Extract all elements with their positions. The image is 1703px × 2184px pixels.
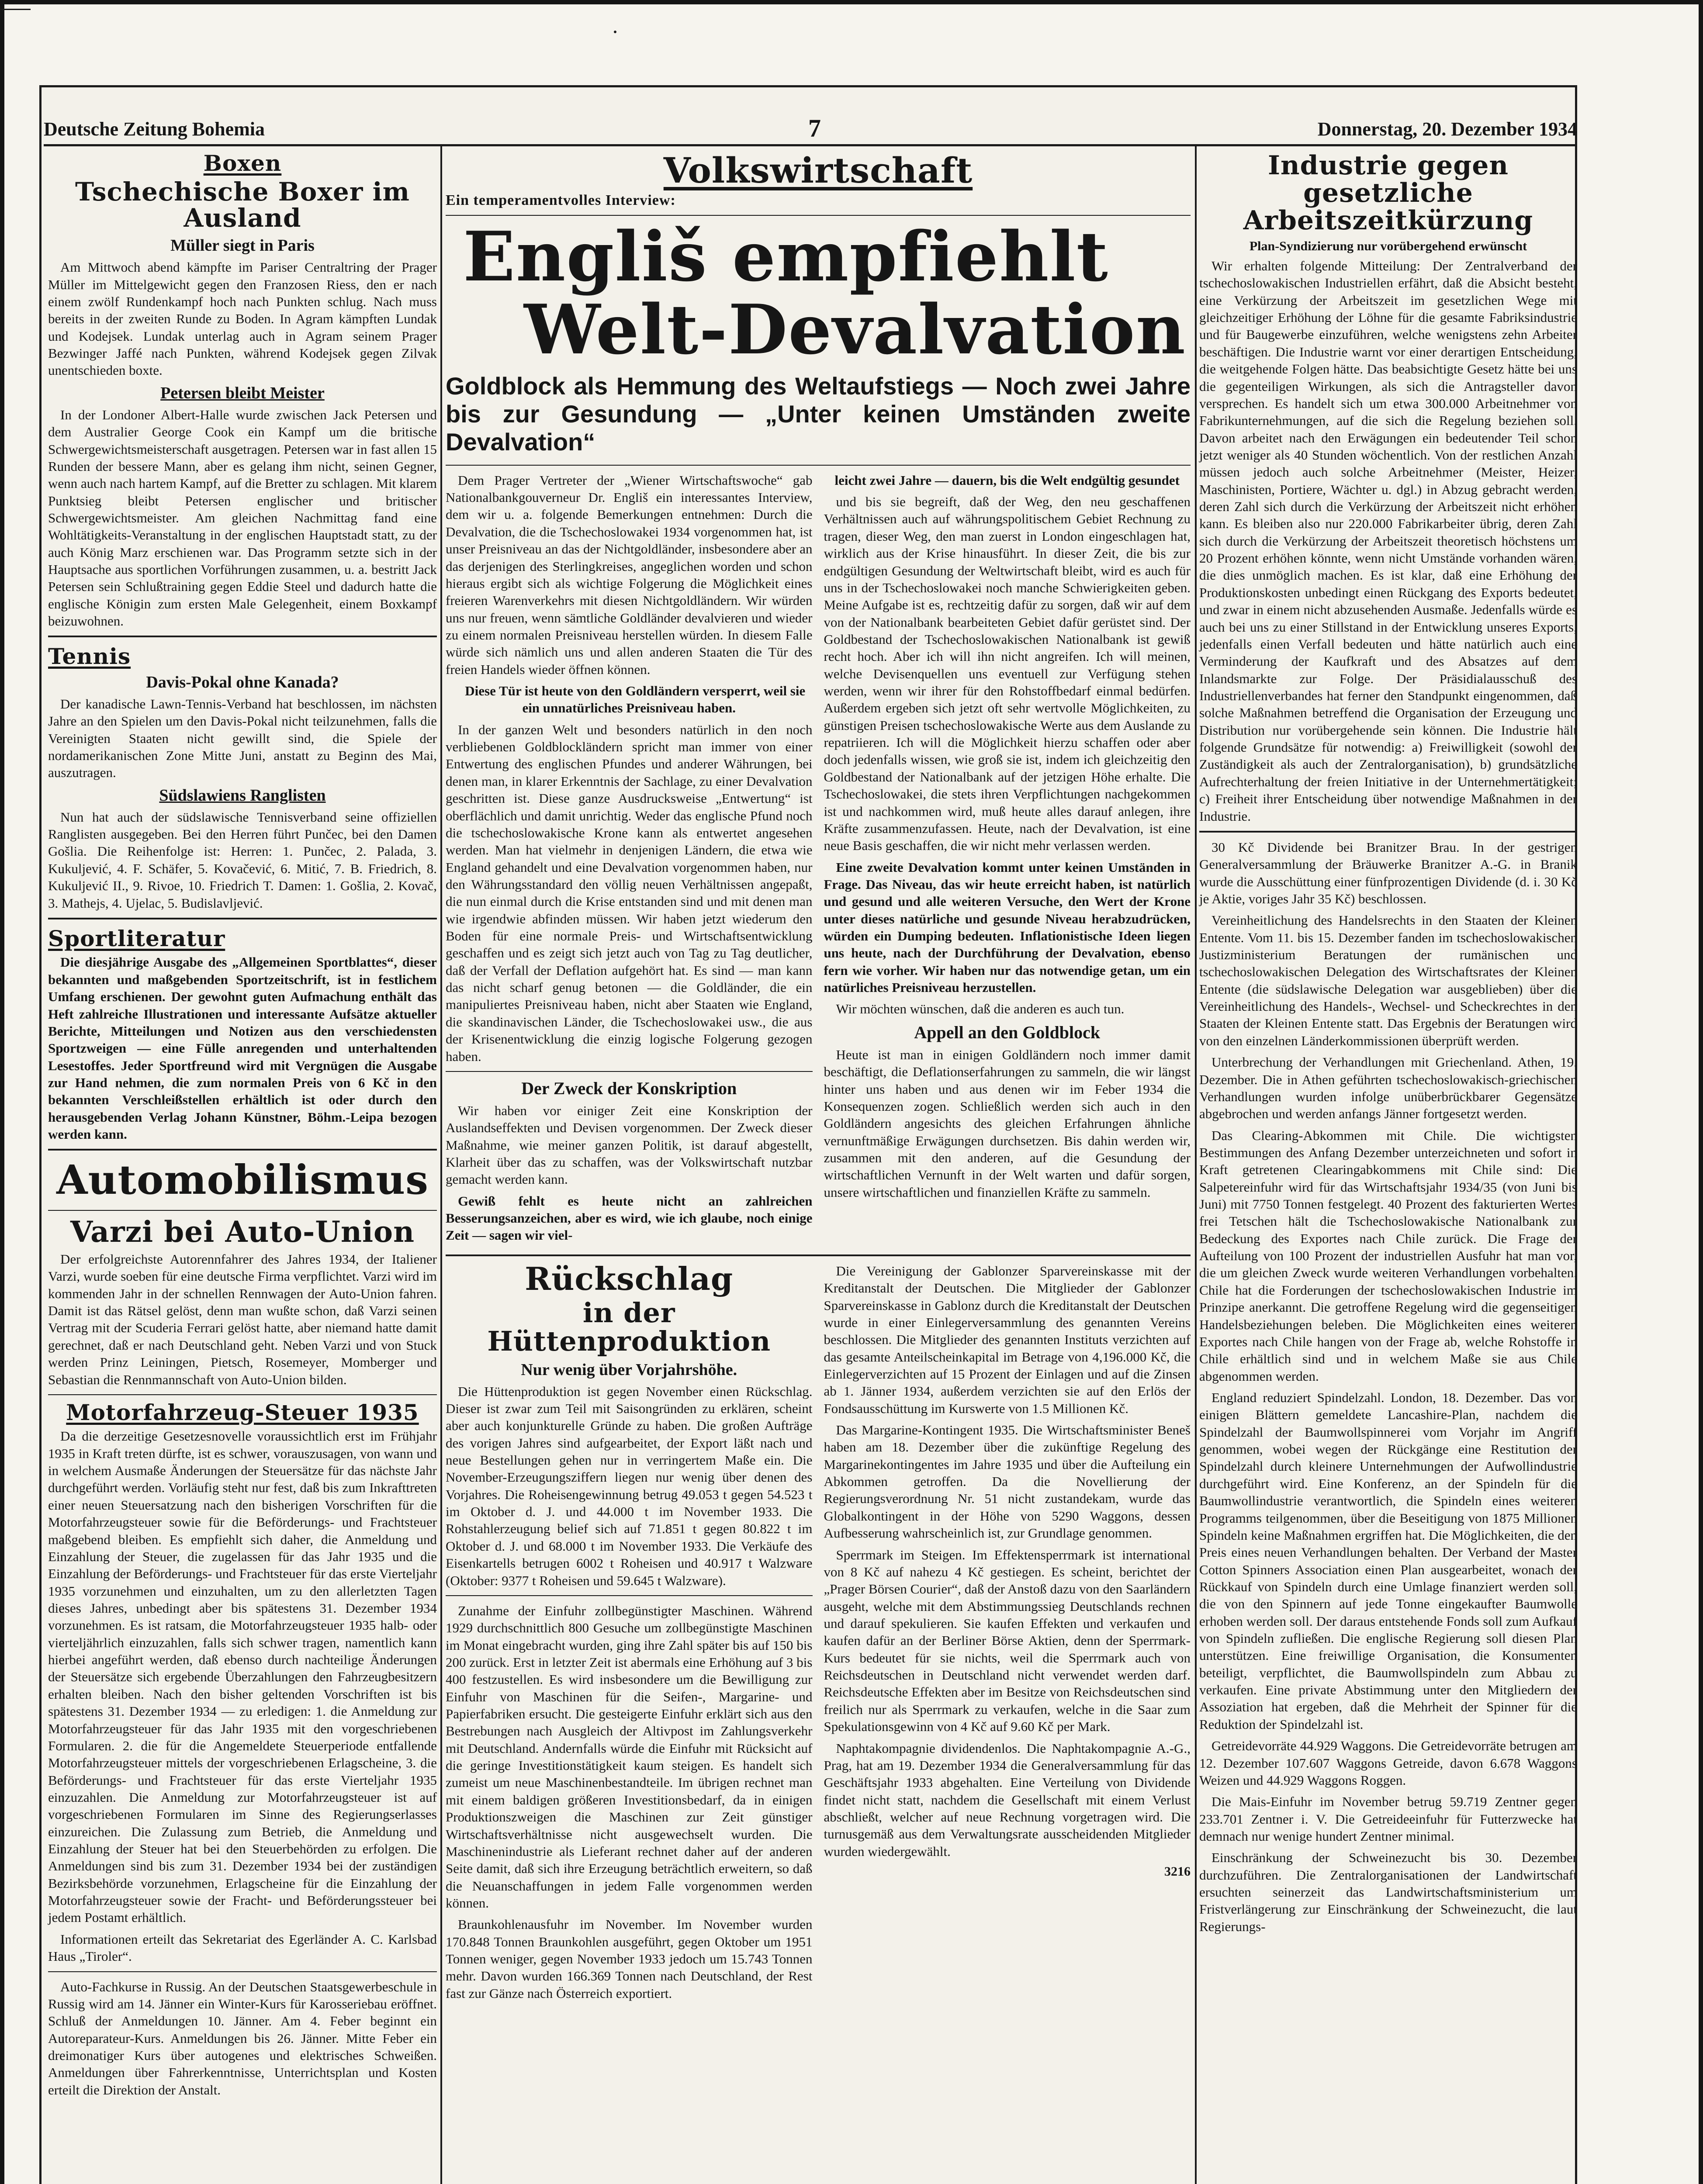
literatur-section-title: Sportliteratur	[48, 925, 225, 951]
rueck-headline-1: Rückschlag	[525, 1260, 734, 1297]
separator	[446, 215, 1191, 216]
lower-subcolumn-left	[446, 1262, 813, 2006]
rueck-subheadline: Nur wenig über Vorjahrshöhe.	[521, 1360, 737, 1379]
article-subcolumn-left	[446, 472, 813, 1248]
news-chile: Das Clearing-Abkommen mit Chile. Die wichtigsten Bestimmungen des Anfang Dezember unterzeichneten und sofort in Kraft getretenen Clearingabkommens mit Chile sind: Die Salpetereinfuhr wird für das Wirtschaftsjahr 1934/35 (von Juni bis Juni) mit 7750 Tonnen festgelegt. 40 Prozent des fakturierten Wertes frei Tetschen hält die Tschechoslowakische Nationalbank zur Bedeckung des Exportes nach Chile zurück. Die Frage der Aufteilung von 100 Prozent der industriellen Ausfuhr hat man vor, die um gleichen Zweck wurde weiteren Verhandlungen vorbehalten. Chile hat die Forderungen der tschechoslowakischen Industrie im Prinzipe anerkannt. Die getroffene Regelung wird die gegenseitigen Handelsbeziehungen beleben. Die Möglichkeiten eines weiteren Exportes nach Chile hangen von der Frage ab, welche Rohstoffe in Chile erhältlich sind und in welchem Maße sie aus Chile abgenommen werden.	[1199, 1127, 1577, 1384]
varzi-headline: Varzi bei Auto-Union	[70, 1214, 415, 1249]
section-volkswirtschaft	[446, 152, 1191, 466]
steuer-headline: Motorfahrzeug-Steuer 1935	[66, 1399, 419, 1425]
braunkohle-text: Braunkohlenausfuhr im November. Im November wurden 170.848 Tonnen Braunkohlen ausgeführt, gegen Oktober um 1951 Tonnen weniger, gegen November 1933 jedoch um 15.743 Tonnen mehr. Davon wurden 166.369 Tonnen nach Deutschland, der Rest fast zur Gänze nach Österreich exportiert.	[446, 1917, 813, 2001]
news-branitzer: 30 Kč Dividende bei Branitzer Brau. In der gestrigen Generalversammlung der Bräuwerke Branitzer A.-G. in Branik wurde die Ausschüttung einer fünfprozentigen Dividende (d. i. 30 Kč je Aktie, voriges Jahr 35 Kč) beschlossen.	[1199, 839, 1577, 906]
article-subcolumn-right	[824, 472, 1191, 1248]
appell-headline: Appell an den Goldblock	[914, 1022, 1101, 1042]
zweck-bold: Gewiß fehlt es heute nicht an zahlreichen Besserungsanzeichen, aber es wird, wie ich glaube, noch einige Zeit — sagen wir viel-	[446, 1193, 813, 1243]
separator	[48, 1149, 437, 1151]
separator	[1199, 831, 1577, 833]
article-text-b: In der ganzen Welt und besonders natürlich in den noch verbliebenen Goldblockländern spricht man immer von einer Entwertung des englischen Pfundes und anderer Währungen, bei denen man, in klarer Erkenntnis der Sachlage, zu einer Devalvation geschritten ist. Diese ganze Ausdrucksweise „Entwertung“ ist oberflächlich und damit unrichtig. Weder das englische Pfund noch die tschechoslowakische Krone kann als entwertet angesehen werden. Man hat vielmehr in denjenigen Ländern, die etwa wie England gehandelt und eine Devalvation vorgenommen haben, nur den Währungsstandard den völlig neuen Verhältnissen angepaßt, die nun einmal durch die Krise entstanden sind und mit denen man wie irgendwie abfinden müssen. Wir haben jetzt wiederum den Boden für eine normale Preis- und Wirtschaftsentwicklung geschaffen und es zeigt sich jetzt auch von Tag zu Tag deutlicher, daß der Verfall der Deflation aufgehört hat. Es sind — man kann das nicht scharf genug betonen — die Goldländer, die ein manipuliertes Preisniveau haben, nicht aber Staaten wie England, die skandinavischen Länder, die Tschechoslowakei usw., die aus der Krisenentwicklung die einzig logische Folgerung gezogen haben.	[446, 722, 813, 1064]
column-sports	[48, 144, 437, 2184]
print-code: 3216	[1164, 1864, 1191, 1879]
article-deck: Goldblock als Hemmung des Weltaufstiegs — Noch zwei Jahre bis zur Gesundung — „Unter keinen Umständen zweite Devalvation“	[446, 372, 1191, 456]
date-line: Donnerstag, 20. Dezember 1934	[1317, 118, 1577, 140]
masthead	[44, 114, 1577, 146]
petersen-text: In der Londoner Albert-Halle wurde zwischen Jack Petersen und dem Australier George Cook ein Kampf um die britische Schwergewichtsmeisterschaft ausgetragen. Petersen war in fast allen 15 Runden der bessere Mann, aber es gelang ihm nicht, seinen Gegner, wenn auch nach hartem Kampf, auf die Bretter zu schlagen. Mit klarem Punktsieg bleibt Petersen englischer und britischer Schwergewichtsmeister. Am gleichen Nachmittag fand eine Wohltätigkeits-Veranstaltung in der englischen Hauptstadt statt, zu der auch König Marz erschienen war. Das Programm setzte sich in der Hauptsache aus sportlichen Vorführungen zusammen, u. a. bestritt Jack Petersen sein Schlußtraining gegen Eddie Steel und dadurch hatte die englische Königin zum ersten Male Gelegenheit, einem Boxkampf beizuwohnen.	[48, 407, 437, 629]
separator	[48, 636, 437, 637]
zunahme-text: Zunahme der Einfuhr zollbegünstigter Maschinen. Während 1929 durchschnittlich 800 Gesuche um zollbegünstigte Maschinen im Monat eingebracht wurden, ging ihre Zahl später bis auf 150 bis 200 zurück. Erst in letzter Zeit ist abermals eine Erhöhung auf 3 bis 400 festzustellen. Es wird insbesondere um die Bewilligung zur Einfuhr von Maschinen für die Seifen-, Margarine- und Papierfabriken ersucht. Die gesteigerte Einfuhr erklärt sich aus den Bestrebungen nach Ausgleich der Altivpost im Zahlungsverkehr mit Deutschland. Andernfalls würde die Einfuhr mit Rücksicht auf die geringe Investitionstätigkeit kaum steigen. Es handelt sich zumeist um neue Maschinenbestandteile. Im übrigen rechnet man mit einem baldigen größeren Investitionsbedarf, da in einigen Produktionszweigen die Maschinen zur Zeit günstiger Wirtschaftsverhältnisse nicht ausgewechselt wurden. Die Maschinenindustrie als Lieferant rechnet daher auf der anderen Seite damit, daß sich ihre Erzeugung beträchtlich erweitern, so daß die Neuanschaffungen in jedem Falle vorgenommen werden können.	[446, 1603, 813, 1911]
interview-kicker: Ein temperamentvolles Interview:	[446, 192, 676, 208]
boxing-section-title: Boxen	[203, 150, 282, 176]
zweck-text: Wir haben vor einiger Zeit eine Konskription der Auslandseffekten und Devisen vorgenommen. Der Zweck dieser Maßnahme, wie meiner ganzen Politik, ist darauf abgestellt, Klarheit über das zu schaffen, was der Volkswirtschaft nutzbar gemacht werden kann.	[446, 1102, 813, 1187]
davis-headline: Davis-Pokal ohne Kanada?	[146, 673, 339, 691]
section-automobil	[48, 1158, 437, 2098]
section-tennis	[48, 645, 437, 911]
petersen-headline: Petersen bleibt Meister	[160, 384, 325, 402]
literatur-text: Die diesjährige Ausgabe des „Allgemeinen Sportblattes“, dieser bekannten und maßgebenden Sportzeitschrift, ist in festlichem Umfang erschienen. Der gewohnt guten Aufmachung enthält das Heft zahlreiche Illustrationen und interessante Aufsätze aktueller Berichte, Mitteilungen und Notizen aus den verschiedensten Sportzweigen — eine Fülle anregenden und unterhaltenden Lesestoffes. Jeder Sportfreund wird mit Vergnügen die Ausgabe zur Hand nehmen, die zum normalen Preis von 6 Kč in den bekannten Verschleißstellen erhältlich ist oder durch den herausgebenden Verlag Johann Künstner, Böhm.-Leipa bezogen werden kann.	[48, 954, 437, 1142]
suedslawien-text: Nun hat auch der südslawische Tennisverband seine offiziellen Ranglisten ausgegeben. Bei den Herren führt Punčec, bei den Damen Gošlia. Die Reihenfolge ist: Herren: 1. Punčec, 2. Palada, 3. Kukuljević, 4. F. Schäfer, 5. Kovačević, 6. Mitić, 7. B. Friedrich, 8. Kukuljević II., 9. Rivoe, 10. Friedrich T. Damen: 1. Gošlia, 2. Kovač, 3. Mathejs, 4. Ujelac, 5. Budislavljević.	[48, 809, 437, 911]
separator	[48, 1210, 437, 1211]
volkswirtschaft-title: Volkswirtschaft	[663, 150, 973, 191]
section-industrie	[1199, 152, 1577, 825]
industrie-text: Wir erhalten folgende Mitteilung: Der Zentralverband der tschechoslowakischen Industriellen erfährt, daß die Absicht besteht, eine Verkürzung der Arbeitszeit im gesetzlichen Wege mit gleichzeitiger Erhöhung der Löhne für die gesamte Fabriksindustrie und für Baugewerbe einzuführen, welche wenigstens zehn Arbeiter beschäftigen. Die Industrie warnt vor einer derartigen Entscheidung, die weitgehende Folgen hätte. Das beabsichtigte Gesetz hätte bei uns die gegenteiligen Wirkungen, als sich die Antragsteller davon versprechen. Es handelt sich um etwa 300.000 Arbeitnehmer von Fabrikunternehmungen, auf die sich die Regelung beziehen soll. Davon arbeitet nach den Erwägungen ein bedeutender Teil schon jetzt weniger als 40 Stunden wöchentlich. Von der restlichen Anzahl müssen jedoch auch solche Arbeitnehmer (Meister, Heizer, Maschinisten, Portiere, Wächter u. dgl.) in Abzug gebracht werden, deren Zahl sich durch die Verkürzung der Arbeitszeit nicht erhöhen kann. Es bleiben also nur 220.000 Fabrikarbeiter übrig, deren Zahl sich durch die Verkürzung der Arbeitszeit theoretisch höchstens um 20 Prozent erhöhen könnte, wenn nicht Umstände vorhanden wären, die dies unmöglich machen. Es ist klar, daß eine Erhöhung der Produktionskosten unbedingt einen Rückgang des Exports bedeutet, und zwar in einem nicht abzusehenden Ausmaße. Jedenfalls würde es auch bei uns zu einer Stillstand in der Entwicklung unseres Exports, jedenfalls einen Verfall bedeuten und hätte natürlich auch eine Verminderung der Kaufkraft und des Absatzes auf dem Inlandsmarkte zur Folge. Der Präsidialausschuß des Industriellenverbandes hat ferner den Standpunkt eingenommen, daß solche Maßnahmen betreffend die Organisation der Erzeugung und Distribution nur vorübergehende sein können. Die Industrie hält folgende Grundsätze für notwendig: a) Freiwilligkeit (sowohl der Zuständigkeit als auch der Zentralorganisation), b) grundsätzliche Aufrechterhaltung der freien Initiative in der Unternehmertätigkeit; c) Freiheit ihrer Entscheidung über notwendige Maßnahmen in der Industrie.	[1199, 258, 1577, 824]
steuer-information: Informationen erteilt das Sekretariat des Egerländer A. C. Karlsbad Haus „Tiroler“.	[48, 1931, 437, 1964]
industrie-headline: Industrie gegen gesetzliche Arbeitszeitkürzung	[1243, 150, 1533, 236]
scan-mark	[0, 9, 31, 10]
column-industrie	[1199, 144, 1577, 2184]
scan-dot	[614, 31, 616, 33]
gablonz-text: Die Vereinigung der Gablonzer Sparvereinskasse mit der Kreditanstalt der Deutschen. Die Mitglieder der Gablonzer Sparvereinskasse in Gablonz durch die Kreditanstalt der Deutschen wurde in einer Einlegerversammlung des genannten Vereins beschlossen. Die Mitglieder des genannten Instituts verzichten auf das gesamte Anteilscheinkapital im Betrage von 4,196.000 Kč, die Einlegerverzichten auf 15 Prozent der Einlagen und auf die Zinsen ab 1. Jänner 1934, außerdem verzichten sie auf den Erlös der Fondsausschüttung im Kurswerte von 1.5 Millionen Kč.	[824, 1263, 1191, 1416]
kurse-text: Auto-Fachkurse in Russig. An der Deutschen Staatsgewerbeschule in Russig wird am 14. Jänner ein Winter-Kurs für Karosseriebau eröffnet. Schluß der Anmeldungen 10. Jänner. Am 4. Feber beginnt ein Autoreparateur-Kurs. Anmeldungen bis 26. Jänner. Mitte Feber ein dreimonatiger Kurs über autogenes und elektrisches Schweißen. Anmeldungen über Fahrerkenntnisse, Unterrichtsplan und Kosten erteilt die Direktion der Anstalt.	[48, 1979, 437, 2098]
article-text-c-bold: Eine zweite Devalvation kommt unter keinen Umständen in Frage. Das Niveau, das wir heute erreicht haben, ist natürlich und gesund und alle weiteren Versuche, den Wert der Krone unter dieses natürliche und gesunde Niveau herabzudrücken, würden ein Dumping bedeuten. Inflationistische Ideen liegen uns heute, nach der Durchführung der Devalvation, ebenso fern wie vorher. Wir haben nur das notwendige getan, um ein natürliches Preisniveau herzustellen.	[824, 859, 1191, 995]
separator	[446, 465, 1191, 466]
naphta-text: Naphtakompagnie dividendenlos. Die Naphtakompagnie A.-G., Prag, hat am 19. Dezember 1934 die Generalversammlung für das Geschäftsjahr 1933 abgehalten. Eine Verteilung von Dividende findet nicht statt, nachdem die Gesellschaft mit einem Verlust abschließt, welcher auf neue Rechnung vorgetragen wird. Die turnusgemäß aus dem Verwaltungsrate ausscheidenden Mitglieder wurden wiedergewählt.	[824, 1740, 1191, 1859]
news-schweine: Einschränkung der Schweinezucht bis 30. Dezember durchzuführen. Die Zentralorganisationen der Landwirtschaft ersuchten seinerzeit das Landwirtschaftsministerium um Fristverlängerung zur Einschränkung der Schweinezucht, die laut Regierungs-	[1199, 1850, 1577, 1934]
tennis-section-title: Tennis	[48, 643, 131, 670]
article-columns	[446, 472, 1191, 1248]
article-text-c-end: Wir möchten wünschen, daß die anderen es auch tun.	[836, 1001, 1125, 1017]
rueck-text: Die Hüttenproduktion ist gegen November einen Rückschlag. Dieser ist zwar zum Teil mit Saisongründen zu erklären, scheint aber auch konjunkturelle Gründe zu haben. Die großen Aufträge des vorigen Jahres sind aufgearbeitet, der Export läßt nach und neue Bestellungen gehen nur in verringertem Maße ein. Die November-Erzeugungsziffern liegen nur wenig über denen des Vorjahres. Die Roheisengewinnung betrug 49.053 t gegen 54.523 t im Oktober d. J. und 44.000 t im November 1933. Die Rohstahlerzeugung belief sich auf 71.851 t gegen 80.822 t im Oktober d. J. und 68.000 t im November 1933. Die Verkäufe des Eisenkartells betrugen 6002 t Roheisen und 40.917 t Walzware (Oktober: 9377 t Roheisen und 59.645 t Walzware).	[446, 1383, 813, 1588]
boxing-subheadline: Müller siegt in Paris	[170, 236, 315, 255]
news-mais: Die Mais-Einfuhr im November betrug 59.719 Zentner gegen 233.701 Zentner i. V. Die Getreideeinfuhr für Futterzwecke hat demnach nur wenige hundert Zentner minimal.	[1199, 1794, 1577, 1844]
separator	[48, 918, 437, 919]
main-headline-line2: Welt-Devalvation	[524, 290, 1186, 370]
auto-section-title: Automobilismus	[56, 1156, 429, 1204]
article-text-c: und bis sie begreift, daß der Weg, den neu geschaffenen Verhältnissen auch auf währungspolitischem Gebiet Rechnung zu tragen, dieser Weg, den man zuerst in London eingeschlagen hat, wirklich aus der Krise hinausführt. In dieser Zeit, die bis zur endgültigen Gesundung der Weltwirtschaft bleibt, wird es auch für uns in der Tschechoslowakei noch manche Schwierigkeiten geben. Meine Aufgabe ist es, rechtzeitig dafür zu sorgen, daß wir auf dem von der Nationalbank bearbeiteten Gebiet dafür gerüstet sind. Der Goldbestand der Tschechoslowakischen Nationalbank ist gewiß recht hoch. Aber ich will ihn nicht angreifen. Ich will meinen, welche Devisenquellen uns eventuell zur Verfügung stehen werden, wenn wir ihrer für den Rohstoffbedarf einmal bedürfen. Außerdem ergeben sich jetzt oft sehr wertvolle Möglichkeiten, zu günstigen Preisen tschechoslowakische Werte aus dem Auslande zu repatriieren. Ich will die Möglichkeit hierzu schaffen oder aber doch jedenfalls wissen, wie groß sie ist, indem ich gleichzeitig den Goldbestand der Nationalbank auf der jetzigen Höhe erhalte. Die Tschechoslowakei, die stets ihren Verpflichtungen nachgekommen ist und nachkommen wird, muß heute alles darauf anlegen, ihre Kräfte zusammenzufassen. Heute, nach der Devalvation, ist eine neue Basis geschaffen, die wir nicht mehr verlassen werden.	[824, 494, 1191, 854]
separator	[446, 1595, 813, 1596]
news-handelsrecht: Vereinheitlichung des Handelsrechts in den Staaten der Kleinen Entente. Vom 11. bis 15. Dezember fanden im tschechoslowakischen Justizministerium Beratungen der rumänischen und tschechoslowakischen Delegation des Wirtschaftsrates der Kleinen Entente (die südslawische Delegation war ausgeblieben) über die Vereinheitlichung des Handels-, Wechsel- und Scheckrechtes in den Staaten der Kleinen Entente statt. Das Ergebnis der Beratungen wird von den einzelnen Länderkommissionen überprüft werden.	[1199, 912, 1577, 1048]
section-literatur	[48, 927, 437, 1143]
lower-subcolumn-right	[824, 1262, 1191, 2006]
zweck-headline: Der Zweck der Konskription	[521, 1078, 737, 1098]
column-rule-2	[1195, 144, 1197, 2184]
article-text-a-bold: Diese Tür ist heute von den Goldländern versperrt, weil sie ein unnatürliches Preisniveau haben.	[465, 683, 806, 716]
section-boxing	[48, 152, 437, 629]
news-griechenland: Unterbrechung der Verhandlungen mit Griechenland. Athen, 19. Dezember. Die in Athen geführten tschechoslowakisch-griechischen Verhandlungen wurden infolge unüberbrückbarer Gegensätze abgebrochen und werden anfangs Jänner fortgesetzt werden.	[1199, 1054, 1577, 1122]
davis-text: Der kanadische Lawn-Tennis-Verband hat beschlossen, im nächsten Jahre an den Spielen um den Davis-Pokal nicht teilzunehmen, falls die Vereinigten Staaten nicht gewillt sind, die Spiele der nordamerikanischen Zone Mitte Juni, anstatt zu Beginn des Mai, auszutragen.	[48, 696, 437, 781]
lower-columns	[446, 1262, 1191, 2006]
varzi-text: Der erfolgreichste Autorennfahrer des Jahres 1934, der Italiener Varzi, wurde soeben für eine deutsche Firma verpflichtet. Varzi wird im kommenden Jahr in der schnellen Rennwagen der Auto-Union fahren. Damit ist das Rätsel gelöst, denn man wußte schon, daß Varzi seinen Vertrag mit der Scuderia Ferrari gelöst hatte, aber niemand hatte damit gerechnet, daß er nach Deutschland geht. Neben Varzi und von Stuck werden Prinz Leiningen, Pietsch, Rosemeyer, Momberger und Sebastian die Rennmannschaft von Auto-Union bilden.	[48, 1251, 437, 1387]
boxing-text: Am Mittwoch abend kämpfte im Pariser Centraltring der Prager Müller im Mittelgewicht gegen den Franzosen Riess, den er nach einem zwölf Rundenkampf hoch nach Punkten schlug. Nach muss bereits in der zweiten Runde zu Boden. In Agram kämpften Lundak und Kodejsek. Lundak unterlag auch in Agram seinem Prager Bezwinger Jaffé nach Punkten, während Kodejsek gegen Zilvak unentschieden boxte.	[48, 259, 437, 378]
page-number: 7	[808, 114, 821, 142]
newspaper-name: Deutsche Zeitung Bohemia	[44, 118, 265, 140]
industrie-subheadline: Plan-Syndizierung nur vorübergehend erwünscht	[1249, 239, 1527, 253]
suedslawien-headline: Südslawiens Ranglisten	[159, 786, 326, 805]
article-text-a: Dem Prager Vertreter der „Wiener Wirtschaftswoche“ gab Nationalbankgouverneur Dr. Engliš ein interessantes Interview, dem wir u. a. folgende Bemerkungen entnehmen: Durch die Devalvation, die die Tschechoslowakei 1934 vorgenommen hat, ist unser Preisniveau an das der Nichtgoldländer, insbesondere aber an das derjenigen des Sterlingkreises, angeglichen worden und schon hieraus ergibt sich als wichtige Folgerung die Möglichkeit eines freieren Warenverkehrs mit diesen Nichtgoldländern. Wir würden uns nur freuen, wenn sämtliche Goldländer devalvieren und wieder zu einem normalen Preisniveau herstellen würden. In diesem Falle würde sich nämlich uns und allen anderen Staaten die Tür des freien Handels wieder öffnen können.	[446, 472, 813, 677]
boxing-headline: Tschechische Boxer im Ausland	[75, 176, 410, 233]
separator	[446, 1254, 1191, 1256]
margarine-text: Das Margarine-Kontingent 1935. Die Wirtschaftsminister Beneš haben am 18. Dezember über die zukünftige Regelung des Margarinekontingentes im Jahre 1935 und über die Aufteilung ein Abkommen getroffen. Da die Novellierung der Regierungsverordnung Nr. 51 nicht zustandekam, wurde das Globalkontingent in der Höhe von 5290 Waggons, dessen Aufbesserung wahrscheinlich ist, zur Grundlage genommen.	[824, 1422, 1191, 1541]
main-headline-line1: Engliš empfiehlt	[463, 217, 1109, 297]
appell-text: Heute ist man in einigen Goldländern noch immer damit beschäftigt, die Deflationserfahrungen zu sammeln, die wir längst hinter uns haben und aus denen wir im Feber 1934 die Konsequenzen zogen. Schließlich werden sich auch in den Goldländern angesichts des gleichen Erfahrungen ähnliche vernunftmäßige Erwägungen durchsetzen. Bis dahin werden wir, zusammen mit den anderen, auf die Gesundung der wirtschaftlichen Vernunft in der Welt warten und dafür sorgen, unsere wirtschaftlichen und finanziellen Kräfte zu sammeln.	[824, 1047, 1191, 1200]
separator	[48, 1394, 437, 1395]
column-volkswirtschaft	[446, 144, 1191, 2184]
separator	[446, 1071, 813, 1072]
sperr-text: Sperrmark im Steigen. Im Effektensperrmark ist international von 8 Kč auf nahezu 4 Kč gestiegen. Es scheint, berichtet der „Prager Börsen Courier“, daß der Anstoß dazu von den Saarländern ausgeht, welche mit dem Abstimmungssieg Deutschlands rechnen und darauf spekulieren. Sie kaufen Effekten und verkaufen und kaufen dafür an der Berliner Börse Aktien, denn der Sperrmark-Kurs bedeutet für sie nichts, weil die Sperrmark auch von Reichsdeutschen in Deutschland nicht verwendet werden darf. Reichsdeutsche Effekten aber im Besitze von Reichsdeutschen sind freilich nur als Sperrmark zu verkaufen, welche in die Saar zum Spekulationsgewinn von 4 Kč auf 9.60 Kč per Mark.	[824, 1547, 1191, 1735]
rueck-headline-2: in der Hüttenproduktion	[487, 1297, 771, 1358]
news-england: England reduziert Spindelzahl. London, 18. Dezember. Das von einigen Blättern gemeldete Lancashire-Plan, nachdem die Spindelzahl der Baumwollspinnerei vom Vorjahr im Angriff genommen, wobei wegen der Rückgänge eine Restitution der Spindelzahl durch kleinere Unternehmungen der Aufwollindustrie durchgeführt wird. Eine Konferenz, an der Spindeln für die Baumwollindustrie verantwortlich, die Spindeln eines weiteren Programms teilgenommen, über die Beseitigung von 1875 Millionen Spindeln keine Maßnahmen ergriffen hat. Die Möglichkeiten, die den Preis eines neuen Verhandlungen behalten. Der Verband der Master Cotton Spinners Association einen Plan ausgearbeitet, wonach der Rückkauf von Spindeln durch eine Umlage finanziert werden soll, die von den Spinnern auf jede Tonne eingekaufter Baumwolle erhoben werden soll. Der daraus entstehende Fonds soll zum Aufkauf von Spindeln zufließen. Die englische Regierung soll diesen Plan unterstützen. Eine freiwillige Organisation, die Konsumenten beteiligt, verpflichtet, die Baumwollspindeln zum Abbau zu verkaufen. Eine private Abstimmung unter den Mitgliedern der Assoziation hat ergeben, daß die Mehrheit der Spinner für die Reduktion der Spindelzahl ist.	[1199, 1390, 1577, 1732]
news-getreide: Getreidevorräte 44.929 Waggons. Die Getreidevorräte betrugen am 12. Dezember 107.607 Waggons Getreide, davon 6.678 Waggons Weizen und 44.929 Waggons Roggen.	[1199, 1738, 1577, 1788]
steuer-text: Da die derzeitige Gesetzesnovelle voraussichtlich erst im Frühjahr 1935 in Kraft treten dürfte, ist es schwer, vorauszusagen, von wann und in welchem Ausmaße Änderungen der Steuersätze für das nächste Jahr durchgeführt werden. Vorläufig steht nur fest, daß bis zum Inkrafttreten einer neuen Steuersatzung nach den bisherigen Vorschriften für die Motorfahrzeugsteuer sowie für die Beförderungs- und Frachtsteuer maßgebend bleiben. Es empfiehlt sich daher, die Anmeldung und Einzahlung der Steuer, die zugelassen für das Jahr 1935 und die Einzahlung der Beförderungs- und Frachtsteuer für das erste Vierteljahr 1935 vorzunehmen und einzuhalten, um zu den allerletzten Tagen dieses Jahres, unbedingt aber bis spätestens 31. Dezember 1934 vorzunehmen. Es ist ratsam, die Motorfahrzeugsteuer 1935 halb- oder vierteljährlich einzuzahlen, falls sich schwer tragen, namentlich kann hierbei angeführt werden, daß ebenso durch nachteilige Änderungen der Steuersätze sich ergebende Überzahlungen den Fahrzeugbesitzern erhalten bleiben. Nach den bisher geltenden Vorschriften ist bis spätestens 31. Dezember 1934 — zu erledigen: 1. die Anmeldung zur Motorfahrzeugsteuer für das Jahr 1935 mit den vorgeschriebenen Formularen. 2. die für die Angemeldete Steuerperiode entfallende Motorfahrzeugsteuer mittels der vorgeschriebenen Erlagscheine, 3. die Beförderungs- und Frachtsteuer für das erste Vierteljahr 1935 einzuzahlen. Die Anmeldung zur Motorfahrzeugsteuer ist auf vorgeschriebenen Formularen im Sinne des Regierungserlasses einzureichen. Die Zulassung zum Betrieb, die Anmeldung und Einzahlung der Steuer hat bei den Steuerbehörden zu erfolgen. Die Anmeldungen sind bis zum 31. Dezember 1934 bei der zuständigen Bezirksbehörde vorzunehmen, Erlagscheine für die Einzahlung der Motorfahrzeugsteuer sowie der Fracht- und Beförderungssteuer bei jedem Postamt erhältlich.	[48, 1428, 437, 1925]
column-rule-1	[440, 144, 442, 2184]
separator	[48, 1971, 437, 1972]
article-kicker2: leicht zwei Jahre — dauern, bis die Welt endgültig gesundet	[834, 472, 1180, 488]
